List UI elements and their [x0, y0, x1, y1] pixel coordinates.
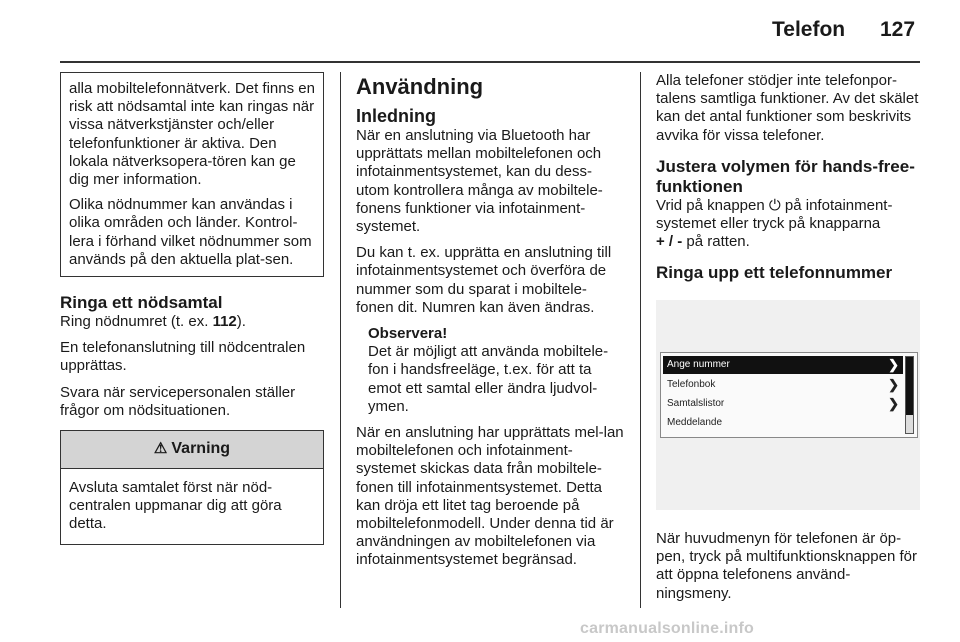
- intro-subheading: Inledning: [356, 106, 436, 126]
- plus-minus-keys: + / -: [656, 233, 683, 251]
- emergency-paragraph-1: [60, 313, 324, 331]
- emergency-text-c: ).: [236, 313, 246, 331]
- phone-menu-screenshot: [656, 300, 920, 510]
- menu-item-call-lists[interactable]: [663, 395, 903, 413]
- phones-paragraph: Alla telefoner stödjer inte telefonpor-talens samtliga funktioner. Av det skälet kan det antal funktioner som beskrivits avvika för vissa telefoner.: [656, 72, 919, 144]
- column-divider-2: [640, 72, 641, 608]
- info-box-paragraph-2: Olika nödnummer kan användas i olika områden och länder. Kontrol-lera i förhand vilket nödnummer som används på den aktuella plat-sen.: [69, 196, 312, 268]
- emergency-text-a: Ring nödnumret (t. ex.: [60, 313, 213, 331]
- volume-text-c: på ratten.: [682, 233, 750, 251]
- info-box: [60, 72, 324, 277]
- page-title: Telefon: [772, 18, 846, 41]
- emergency-paragraph-2: En telefonanslutning till nödcentralen upprättas.: [60, 339, 306, 375]
- note-block: [356, 325, 624, 416]
- warning-title: Varning: [171, 440, 231, 458]
- page-number: 127: [880, 18, 916, 41]
- column-3: [656, 72, 924, 283]
- menu-item-label: Samtalslistor: [667, 398, 725, 409]
- menu-scrollbar-thumb[interactable]: [906, 357, 913, 415]
- info-box-paragraph-1: alla mobiltelefonnätverk. Det finns en risk att nödsamtal inte kan ringas när vissa nätverkstjänster och/eller telefonfunktioner är aktiva. Den lokala nätverksopera-tören kan ge dig mer information.: [69, 80, 315, 189]
- column-3-bottom: [656, 530, 924, 603]
- intro-paragraph-1: När en anslutning via Bluetooth har upprättats mellan mobiltelefonen och infotainmentsystemet, kan du dess-utom kontrollera många av mobiltele-fonens funktioner via infotainment-systemet.: [356, 127, 603, 236]
- warning-box: [60, 430, 324, 545]
- watermark: carmanualsonline.info: [580, 620, 755, 637]
- menu-item-label: Meddelande: [667, 417, 723, 428]
- header-rule: [60, 61, 920, 63]
- phone-menu-display: [660, 352, 918, 438]
- power-knob-icon: ⏻: [768, 196, 781, 214]
- volume-text-b: på infotainment-systemet eller tryck på knapparna: [656, 196, 893, 233]
- warning-header: [61, 431, 323, 469]
- intro-paragraph-2: Du kan t. ex. upprätta en anslutning till infotainmentsystemet och överföra de nummer som du sparat i mobiltele-fonen dit. Numren kan även ändras.: [356, 244, 612, 316]
- emergency-call-heading: Ringa ett nödsamtal: [60, 293, 223, 313]
- chevron-right-icon: ❯: [888, 357, 899, 372]
- warning-icon: ⚠: [153, 440, 168, 458]
- menu-item-phonebook[interactable]: [663, 376, 903, 394]
- menu-scrollbar[interactable]: [905, 356, 914, 434]
- column-divider-1: [340, 72, 341, 608]
- menu-paragraph: När huvudmenyn för telefonen är öp-pen, tryck på multifunktionsknappen för att öppna telefonens använd-ningsmeny.: [656, 530, 917, 602]
- emergency-paragraph-3: Svara när servicepersonalen ställer frågor om nödsituationen.: [60, 383, 296, 419]
- usage-heading: Användning: [356, 74, 484, 99]
- menu-item-label: Ange nummer: [667, 359, 730, 370]
- volume-heading: Justera volymen för hands-free-funktionen: [656, 156, 915, 196]
- volume-paragraph: [656, 197, 924, 252]
- menu-item-enter-number[interactable]: [663, 356, 903, 374]
- intro-paragraph-3: När en anslutning har upprättats mel-lan mobiltelefonen och infotainment-systemet skickas data från mobiltele-fonen till infotainmentsystemet. Detta kan dröja ett litet tag beroende på mobiltelefonmodell. Under denna tid är användningen av mobiltelefonen via infotainmentsystemet begränsad.: [356, 424, 624, 569]
- warning-text: Avsluta samtalet först när nöd-centralen uppmanar dig att göra detta.: [69, 479, 282, 533]
- chevron-right-icon: ❯: [888, 377, 899, 392]
- dial-heading: Ringa upp ett telefonnummer: [656, 263, 893, 283]
- menu-item-label: Telefonbok: [667, 379, 716, 390]
- volume-text-a: Vrid på knappen: [656, 196, 769, 214]
- chevron-right-icon: ❯: [888, 396, 899, 411]
- emergency-number: 112: [212, 313, 237, 331]
- menu-item-message[interactable]: [663, 414, 903, 432]
- note-text: Det är möjligt att använda mobiltele-fon i handsfreeläge, t.ex. för att ta emot ett samtal eller ändra ljudvol-ymen.: [368, 343, 609, 415]
- column-2: [356, 72, 624, 570]
- column-1: [60, 72, 324, 545]
- note-title: Observera!: [368, 325, 448, 343]
